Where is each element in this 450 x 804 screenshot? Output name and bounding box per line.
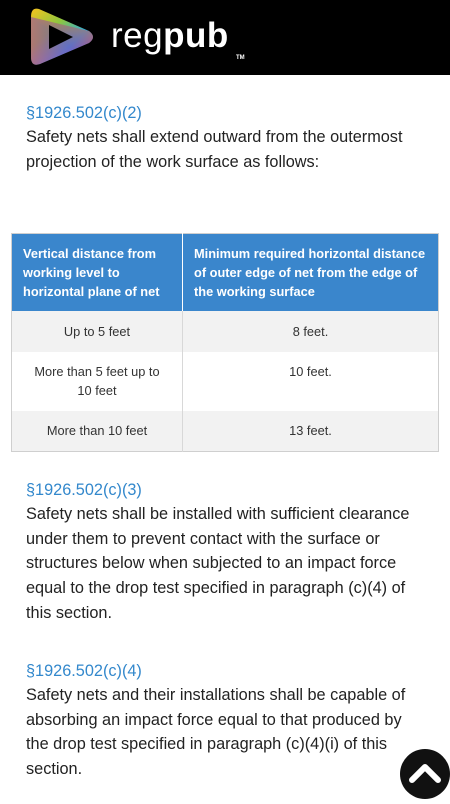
section-text-line: structures below when subjected to an impact force bbox=[26, 554, 397, 573]
play-triangle-icon[interactable] bbox=[27, 3, 99, 71]
section-link-c3[interactable]: §1926.502(c)(3) bbox=[26, 481, 142, 499]
header-line: Vertical distance from bbox=[23, 246, 156, 261]
table-row bbox=[12, 411, 439, 452]
scroll-to-top-button[interactable] bbox=[400, 749, 450, 799]
table-row bbox=[12, 311, 439, 352]
header-line: horizontal plane of net bbox=[23, 284, 160, 299]
cell-distance: Up to 5 feet bbox=[12, 311, 183, 352]
section-link-c2[interactable]: §1926.502(c)(2) bbox=[26, 104, 142, 122]
brand-pub: pub bbox=[163, 16, 229, 55]
section-text-line: Safety nets and their installations shall be capable of bbox=[26, 686, 406, 704]
cell-minimum: 10 feet. bbox=[289, 364, 332, 379]
section-text-line: absorbing an impact force equal to that produced by bbox=[26, 710, 402, 729]
section-text-line: under them to prevent contact with the surface or bbox=[26, 529, 380, 548]
section-text-line: this section. bbox=[26, 603, 112, 622]
section-text-line: Safety nets shall extend outward from the outermost bbox=[26, 128, 403, 146]
chevron-up-icon bbox=[400, 749, 450, 799]
header-line: working level to bbox=[23, 265, 120, 280]
section-link-c4[interactable]: §1926.502(c)(4) bbox=[26, 662, 142, 680]
cell-minimum: 8 feet. bbox=[183, 311, 439, 352]
regulation-section-c2 bbox=[26, 101, 450, 174]
net-distance-table bbox=[11, 233, 439, 452]
brand-reg: reg bbox=[111, 16, 164, 55]
section-text-line: section. bbox=[26, 760, 83, 779]
table-header-row bbox=[12, 234, 439, 312]
table-row bbox=[12, 352, 439, 411]
section-text-line: Safety nets shall be installed with sufficient clearance bbox=[26, 505, 410, 523]
trademark-mark: TM bbox=[236, 55, 245, 61]
header-min-horizontal-distance bbox=[183, 234, 439, 312]
cell-line: More than 5 feet up to bbox=[34, 364, 160, 379]
header-line: Minimum required horizontal distance bbox=[194, 246, 426, 261]
cell-minimum: 13 feet. bbox=[183, 411, 439, 452]
regulation-section-c4 bbox=[26, 659, 450, 782]
header-vertical-distance bbox=[12, 234, 183, 312]
cell-line: 10 feet bbox=[77, 383, 117, 398]
section-text-line: projection of the work surface as follows: bbox=[26, 152, 320, 171]
header-line: of outer edge of net from the edge of bbox=[194, 265, 418, 280]
regulation-section-c3 bbox=[26, 478, 450, 626]
cell-distance: More than 10 feet bbox=[12, 411, 183, 452]
section-text-line: equal to the drop test specified in paragraph (c)(4) of bbox=[26, 579, 406, 598]
app-header bbox=[0, 0, 450, 75]
brand-wordmark[interactable] bbox=[111, 14, 229, 58]
section-text-line: the drop test specified in paragraph (c)(4)(i) of this bbox=[26, 735, 388, 754]
header-line: the working surface bbox=[194, 284, 315, 299]
cell-distance bbox=[12, 352, 183, 411]
